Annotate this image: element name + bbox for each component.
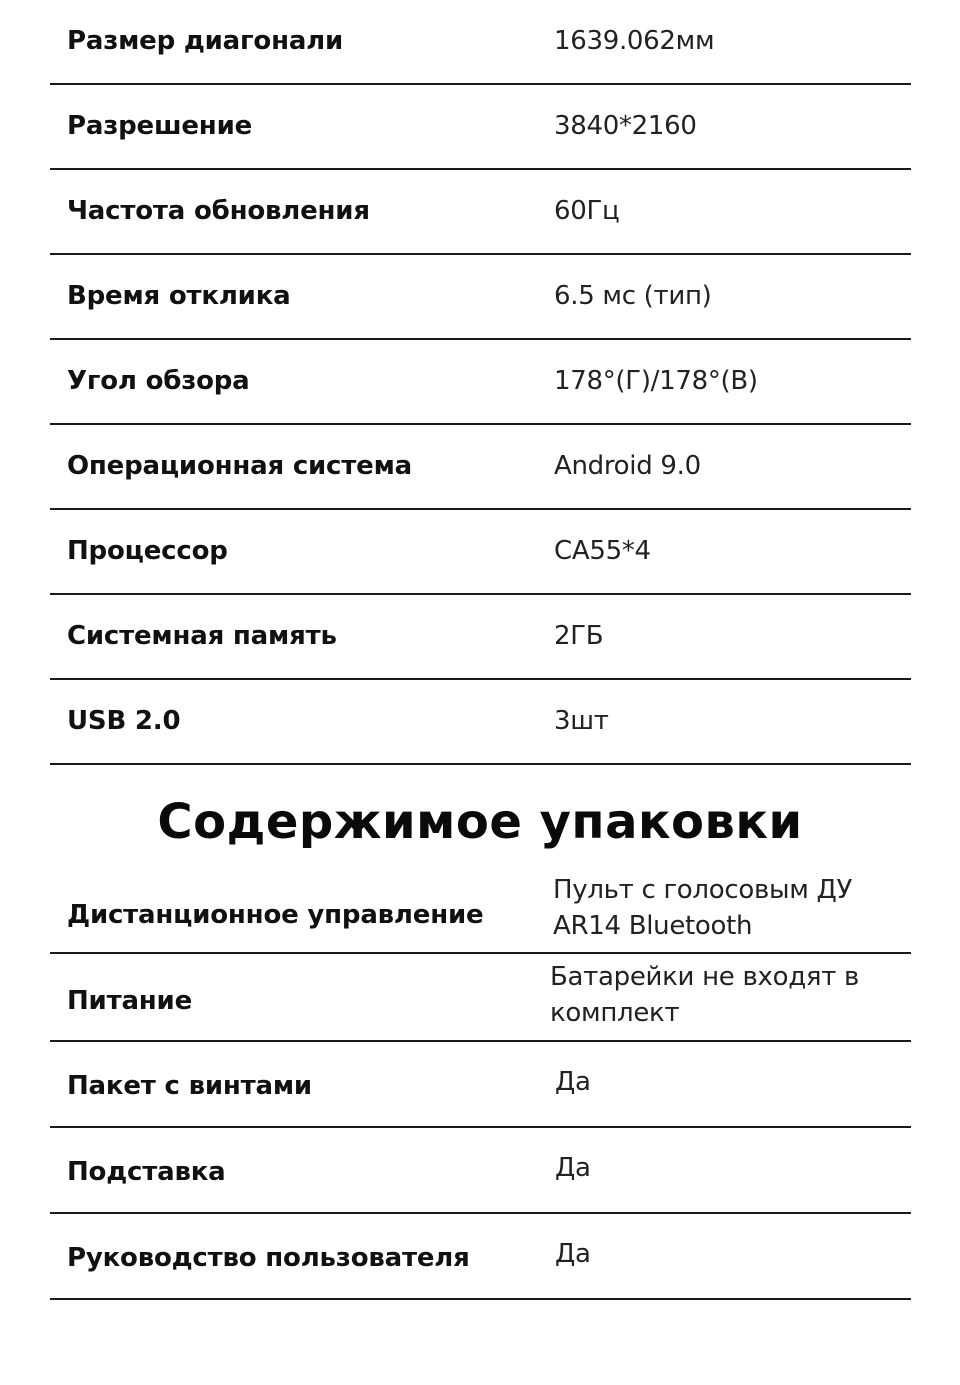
package-value-line: AR14 Bluetooth bbox=[553, 911, 753, 941]
spec-label: Разрешение bbox=[67, 111, 253, 141]
package-row-stand bbox=[50, 1128, 911, 1214]
spec-row-refresh-rate bbox=[50, 170, 911, 255]
package-label: Подставка bbox=[67, 1157, 226, 1187]
spec-value: 178°(Г)/178°(В) bbox=[554, 366, 758, 396]
spec-row-processor bbox=[50, 510, 911, 595]
spec-row-viewing-angle bbox=[50, 340, 911, 425]
spec-value: Android 9.0 bbox=[554, 451, 701, 481]
package-value-line: комплект bbox=[550, 998, 680, 1028]
spec-label: Размер диагонали bbox=[67, 26, 344, 56]
package-label: Руководство пользователя bbox=[67, 1243, 470, 1273]
spec-value: 3840*2160 bbox=[554, 111, 697, 141]
spec-row-response-time bbox=[50, 255, 911, 340]
package-row-user-manual bbox=[50, 1214, 911, 1300]
spec-label: Системная память bbox=[67, 621, 337, 651]
package-value bbox=[550, 959, 859, 1031]
package-contents-heading: Содержимое упаковки bbox=[157, 794, 803, 850]
spec-value: 2ГБ bbox=[554, 621, 604, 651]
spec-value: 3шт bbox=[554, 706, 609, 736]
spec-value: 6.5 мс (тип) bbox=[554, 281, 712, 311]
package-contents-table bbox=[50, 868, 911, 1300]
package-label: Питание bbox=[67, 986, 193, 1016]
spec-label: Операционная система bbox=[67, 451, 412, 481]
package-label: Пакет с винтами bbox=[67, 1071, 312, 1101]
spec-row-operating-system bbox=[50, 425, 911, 510]
package-value-line: Батарейки не входят в bbox=[550, 962, 860, 992]
spec-value: 1639.062мм bbox=[554, 26, 715, 56]
package-value bbox=[553, 872, 852, 944]
spec-label: USB 2.0 bbox=[67, 706, 181, 736]
package-value: Да bbox=[555, 1239, 591, 1269]
spec-label: Процессор bbox=[67, 536, 228, 566]
spec-row-usb bbox=[50, 680, 911, 765]
package-value: Да bbox=[555, 1067, 591, 1097]
package-value: Да bbox=[555, 1153, 591, 1183]
package-label: Дистанционное управление bbox=[67, 900, 484, 930]
spec-value: CA55*4 bbox=[554, 536, 651, 566]
package-row-screw-pack bbox=[50, 1042, 911, 1128]
spec-label: Время отклика bbox=[67, 281, 291, 311]
spec-label: Угол обзора bbox=[67, 366, 250, 396]
package-row-remote-control bbox=[50, 868, 911, 954]
specifications-table bbox=[50, 0, 911, 765]
spec-row-diagonal bbox=[50, 0, 911, 85]
spec-row-resolution bbox=[50, 85, 911, 170]
package-row-power bbox=[50, 954, 911, 1042]
spec-value: 60Гц bbox=[554, 196, 620, 226]
spec-row-system-memory bbox=[50, 595, 911, 680]
package-value-line: Пульт с голосовым ДУ bbox=[553, 875, 853, 905]
spec-label: Частота обновления bbox=[67, 196, 370, 226]
